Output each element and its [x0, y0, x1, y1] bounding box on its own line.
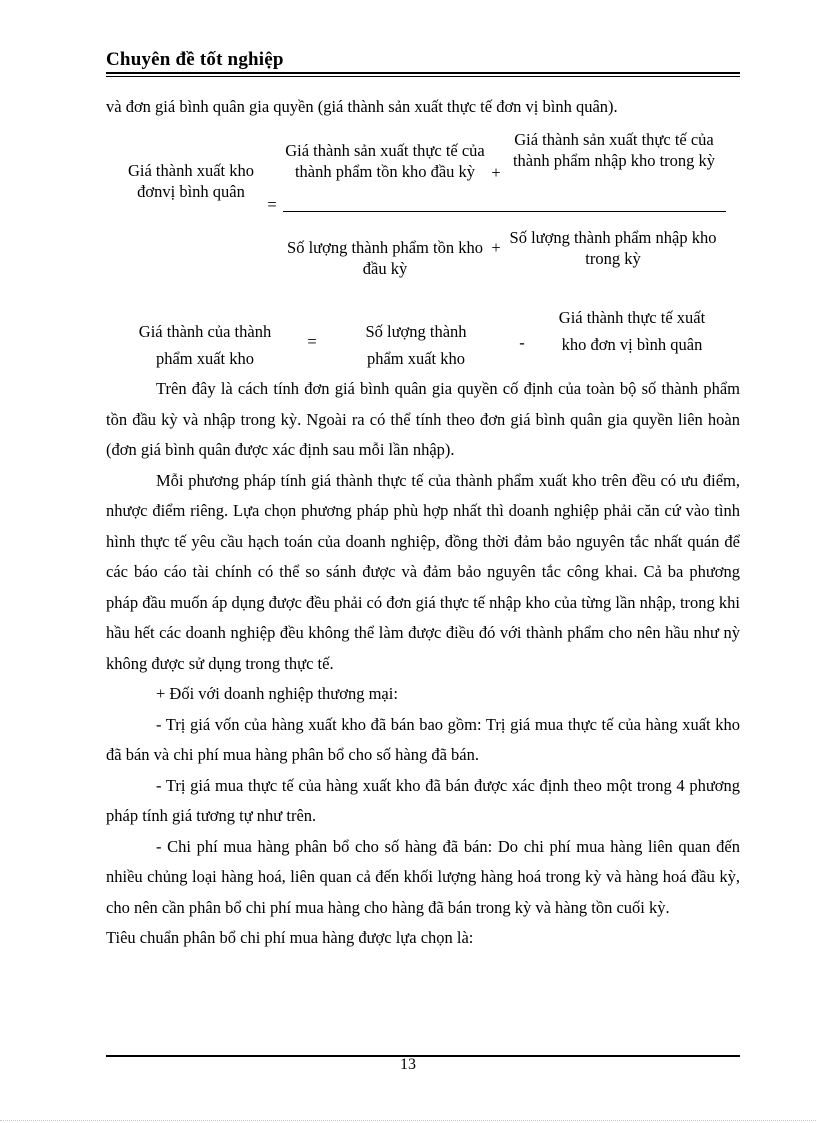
header-rule-thick: [106, 72, 740, 74]
formula1-denominator-right: Số lượng thành phẩm nhập kho trong kỳ: [509, 228, 717, 268]
formula1-denominator-plus: +: [491, 238, 501, 257]
paragraph: + Đối với doanh nghiệp thương mại:: [156, 684, 398, 703]
formula1-numerator-right: Giá thành sản xuất thực tế của thành phẩm nhập kho trong kỳ: [512, 130, 716, 170]
paragraph: - Chi phí mua hàng phân bổ cho số hàng đã bán: Do chi phí mua hàng liên quan đến nhiều chủng loại hàng hoá, liên quan cả đến khối lượng hàng hoá trong kỳ và hàng hoá đầu kỳ, cho nên cần phân bổ chi phí mua hàng cho hàng đã bán trong kỳ và hàng tồn cuối kỳ.: [106, 836, 740, 917]
intro-line: và đơn giá bình quân gia quyền (giá thành sản xuất thực tế đơn vị bình quân).: [106, 97, 618, 116]
paragraph: Mỗi phương pháp tính giá thành thực tế của thành phẩm xuất kho trên đều có ưu điểm, nhược điểm riêng. Lựa chọn phương pháp phù hợp nhất thì doanh nghiệp phải căn cứ vào tình hình thực tế yêu cầu hạch toán của doanh nghiệp, đồng thời đảm bảo nguyên tắc nhất quán để các báo cáo tài chính có thể so sánh được và đảm bảo nguyên tắc công khai. Cả ba phương pháp đầu muốn áp dụng được đều phải có đơn giá thực tế nhập kho của từng lần nhập, trong khi hầu hết các doanh nghiệp đều không thể làm được điều đó với thành phẩm cho nên hầu như nỳ không được sử dụng trong thực tế.: [106, 470, 741, 673]
paragraph: Trên đây là cách tính đơn giá bình quân gia quyền cố định của toàn bộ số thành phẩm tồn đầu kỳ và nhập trong kỳ. Ngoài ra có thể tính theo đơn giá bình quân gia quyền liên hoàn (đơn giá bình quân được xác định sau mỗi lần nhập).: [106, 379, 740, 459]
formula2-lhs: Giá thành của thành phẩm xuất kho: [138, 322, 272, 368]
header-title: Chuyên đề tốt nghiệp: [106, 49, 284, 70]
page-number: 13: [400, 1056, 416, 1073]
page-edge-divider: [0, 1120, 816, 1121]
paragraph: - Trị giá mua thực tế của hàng xuất kho đã bán được xác định theo một trong 4 phương pháp tính giá tương tự như trên.: [106, 775, 740, 825]
formula2-rhs: Giá thành thực tế xuất kho đơn vị bình quân: [558, 308, 706, 354]
formula1-lhs: Giá thành xuất kho đơnvị bình quân: [127, 161, 254, 201]
body-text: [106, 374, 740, 954]
formula2-equals: =: [307, 332, 317, 351]
paragraph: - Trị giá vốn của hàng xuất kho đã bán bao gồm: Trị giá mua thực tế của hàng xuất kho đã bán và chi phí mua hàng phân bổ cho số hàng đã bán.: [106, 714, 740, 764]
paragraph: Tiêu chuẩn phân bổ chi phí mua hàng được lựa chọn là:: [106, 928, 474, 947]
formula2-minus: -: [519, 333, 525, 352]
formula2-middle: Số lượng thành phẩm xuất kho: [365, 322, 467, 368]
formula1-numerator-left: Giá thành sản xuất thực tế của thành phẩm tồn kho đầu kỳ: [285, 141, 485, 181]
header-rule-thin: [106, 76, 740, 77]
formula1-fraction-bar: [283, 211, 726, 212]
formula1-denominator-left: Số lượng thành phẩm tồn kho đầu kỳ: [287, 238, 483, 278]
formula1-numerator-plus: +: [491, 163, 501, 182]
formula1-equals: =: [267, 195, 277, 214]
